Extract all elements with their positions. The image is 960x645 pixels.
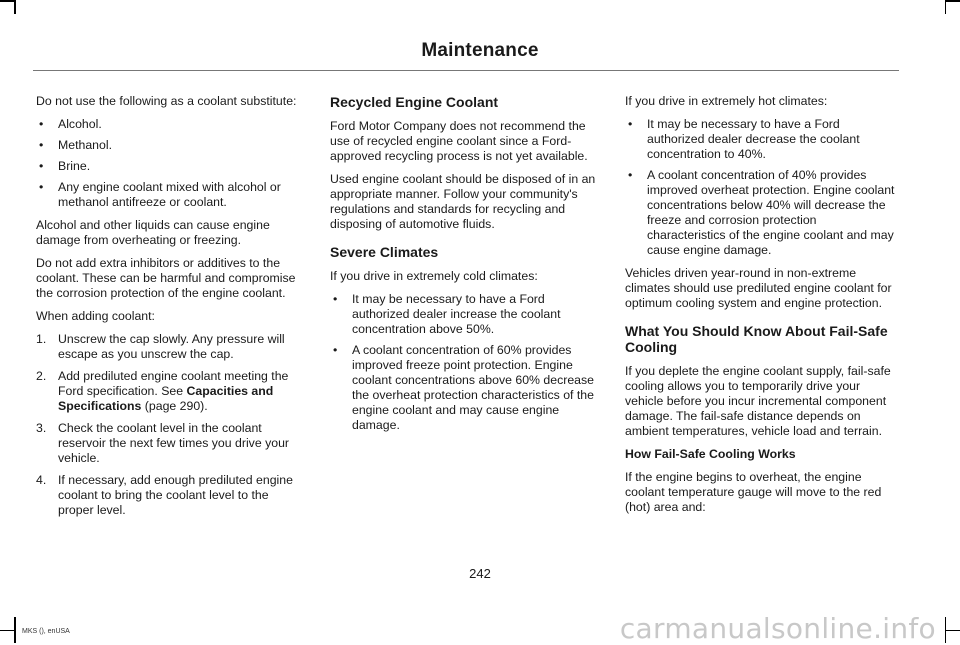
page-title: Maintenance [421,40,539,61]
step-item [36,473,306,518]
paragraph: Ford Motor Company does not recommend the use of recycled engine coolant since a Ford-approved recycling process is not yet available. [330,119,588,163]
crop-mark-top-left-v [14,0,16,14]
crop-mark-top-right-h [946,0,960,2]
crop-mark-bottom-right-v [945,617,947,643]
column-right [625,94,897,523]
section-heading: Recycled Engine Coolant [330,94,499,110]
header-divider [33,70,899,71]
paragraph: If the engine begins to overheat, the engine coolant temperature gauge will move to the red (hot) area and: [625,470,882,514]
capacities-link[interactable]: Capacities and Specifications [58,384,274,413]
crop-mark-bottom-left-v [14,617,16,643]
paragraph: Vehicles driven year-round in non-extreme climates should use prediluted engine coolant for optimum cooling system and engine protection. [625,266,892,310]
model-label: MKS (), enUSA [22,628,70,635]
adding-label: When adding coolant: [36,309,155,323]
subsection-heading: How Fail-Safe Cooling Works [625,447,796,461]
step-number: 1. [36,332,47,346]
hot-intro: If you drive in extremely hot climates: [625,94,828,108]
list-item: • It may be necessary to have a Ford authorized dealer increase the coolant concentration above 50%. [330,292,602,337]
list-item: • Any engine coolant mixed with alcohol or methanol antifreeze or coolant. [36,180,306,210]
section-heading: Severe Climates [330,244,439,260]
step-number: 2. [36,369,47,383]
crop-mark-top-left-h [0,0,14,2]
list-item: • Methanol. [36,138,306,153]
substitute-intro: Do not use the following as a coolant substitute: [36,94,297,108]
step-number: 4. [36,473,47,487]
cold-intro: If you drive in extremely cold climates: [330,269,538,283]
list-item: • It may be necessary to have a Ford authorized dealer decrease the coolant concentration to 40%. [625,117,897,162]
hot-climate-list [625,117,897,258]
page-number: 242 [469,566,491,581]
watermark: carmanualsonline.info [619,612,936,645]
step-text: If necessary, add enough prediluted engine coolant to bring the coolant level to the proper level. [58,473,293,517]
column-left [36,94,306,526]
substitute-list [36,117,306,210]
paragraph: If you deplete the engine coolant supply, fail-safe cooling allows you to temporarily drive your vehicle before you incur incremental component damage. The fail-safe distance depends on ambient temperatures, vehicle load and terrain. [625,364,891,438]
list-item: • A coolant concentration of 60% provides improved freeze point protection. Engine coolant concentrations above 60% decrease the overheat protection characteristics of the engine coolant and may cause engine damage. [330,343,602,433]
step-item [36,332,306,362]
step-text: Check the coolant level in the coolant reservoir the next few times you drive your vehicle. [58,421,289,465]
crop-mark-bottom-right-h [946,630,960,632]
step-text: Unscrew the cap slowly. Any pressure will escape as you unscrew the cap. [58,332,285,361]
paragraph: Used engine coolant should be disposed of in an appropriate manner. Follow your community's regulations and standards for recycling and disposing of automotive fluids. [330,172,596,231]
step-text: Add prediluted engine coolant meeting the Ford specification. See [58,369,289,398]
list-item: • Brine. [36,159,306,174]
step-text: (page 290). [141,399,208,413]
adding-steps [36,332,306,518]
cold-climate-list [330,292,602,433]
column-middle [330,94,602,441]
section-heading: What You Should Know About Fail-Safe Cooling [625,323,888,355]
paragraph: Alcohol and other liquids can cause engine damage from overheating or freezing. [36,218,270,247]
list-item: • Alcohol. [36,117,306,132]
crop-mark-bottom-left-h [0,630,14,632]
step-item [36,369,306,414]
paragraph: Do not add extra inhibitors or additives to the coolant. These can be harmful and compromise the corrosion protection of the engine coolant. [36,256,296,300]
step-number: 3. [36,421,47,435]
step-item [36,421,306,466]
list-item: • A coolant concentration of 40% provides improved overheat protection. Engine coolant concentrations below 40% will decrease the freeze and corrosion protection characteristics of the engine coolant and may cause engine damage. [625,168,897,258]
crop-mark-top-right-v [945,0,947,14]
